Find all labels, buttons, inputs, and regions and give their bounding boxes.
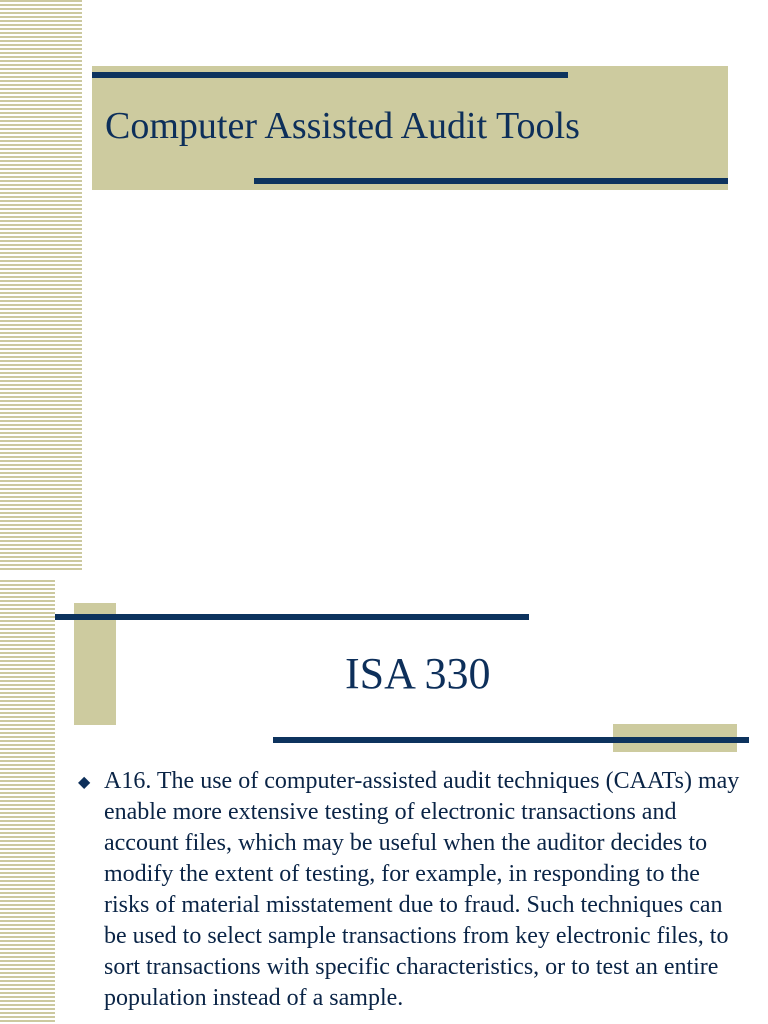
decorative-stripes xyxy=(0,580,55,1024)
slide-title: ISA 330 xyxy=(345,649,491,698)
decorative-rule xyxy=(254,178,728,184)
decorative-stripes xyxy=(0,0,82,570)
decorative-block xyxy=(74,603,116,725)
diamond-bullet-icon: ◆ xyxy=(78,774,91,791)
slide-title: Computer Assisted Audit Tools xyxy=(105,105,580,147)
bullet-text: A16. The use of computer-assisted audit techniques (CAATs) may enable more extensive testing of electronic transactions and account files, which may be useful when the auditor decides to modify the extent of testing, for example, in responding to the risks of material misstatement due to fraud. Such techniques can be used to select sample transactions from key electronic files, to sort transactions with specific characteristics, or to test an entire population instead of a sample. xyxy=(104,768,740,1011)
decorative-rule xyxy=(273,737,749,743)
decorative-rule xyxy=(92,72,568,78)
decorative-rule xyxy=(55,614,529,620)
